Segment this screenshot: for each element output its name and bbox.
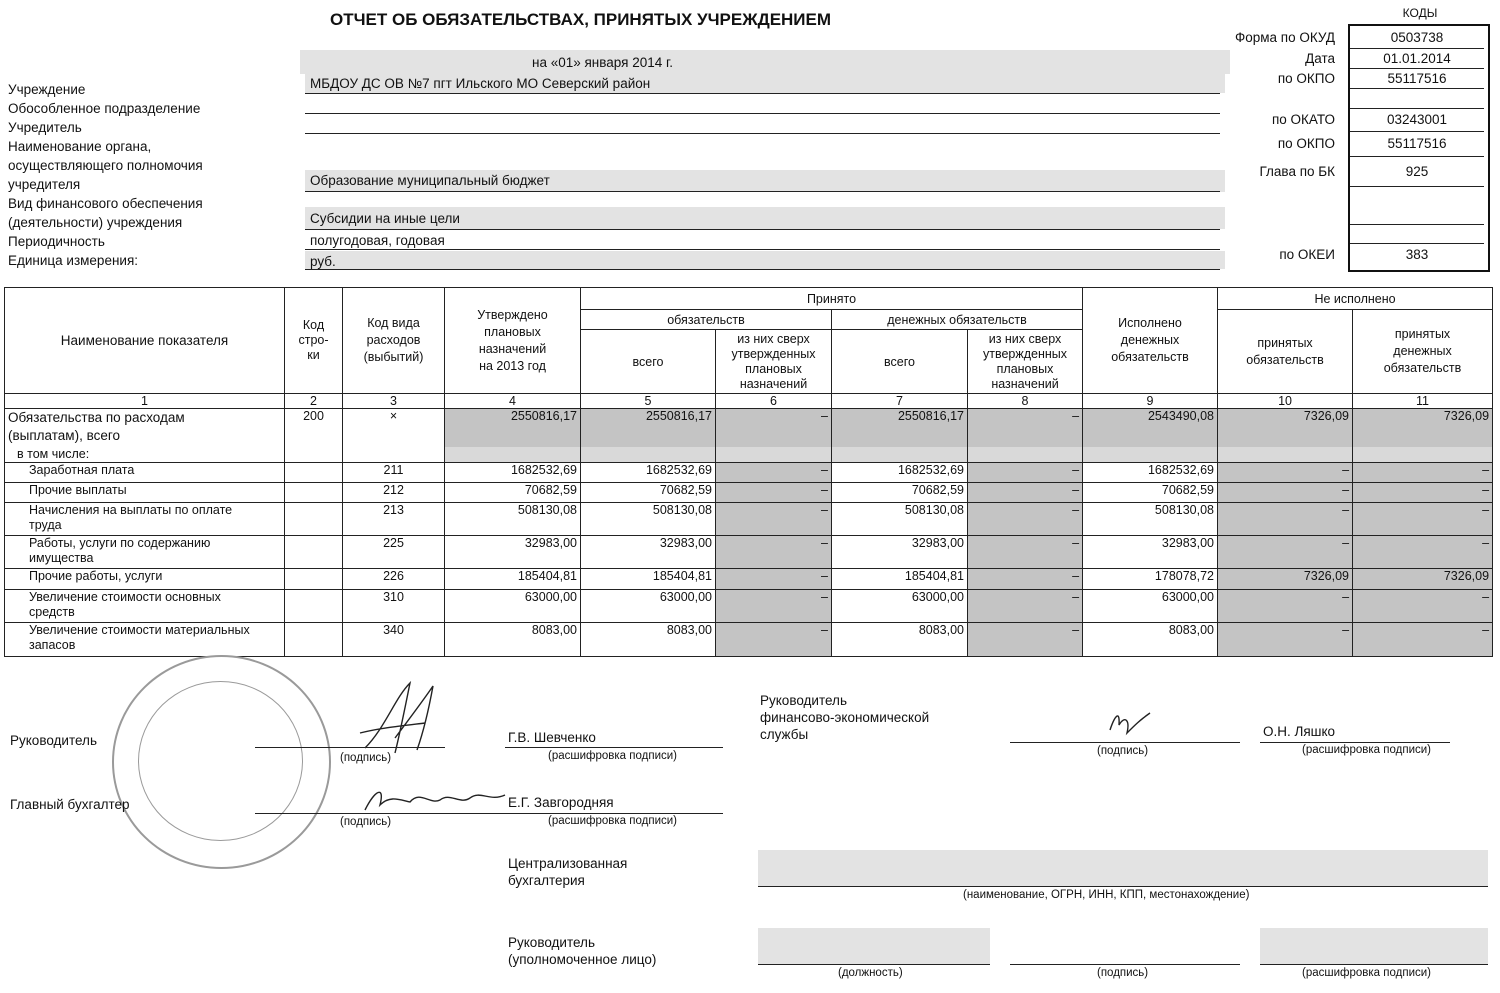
- cell-plan: 185404,81: [445, 569, 581, 590]
- fin-head-decode-caption: (расшифровка подписи): [1302, 744, 1431, 756]
- table-row: [5, 503, 1493, 536]
- col-number: 10: [1218, 394, 1353, 409]
- authority-label-3: учредителя: [8, 177, 81, 192]
- cell-obl-total: 70682,59: [581, 483, 716, 503]
- col-number: 7: [832, 394, 968, 409]
- cell-obl-over: –: [716, 463, 832, 483]
- cell-obl-over: –: [716, 409, 832, 447]
- code-label-okpo: по ОКПО: [1277, 71, 1335, 86]
- col-number: 2: [285, 394, 343, 409]
- cell-ne-money: –: [1353, 463, 1493, 483]
- head-label: Руководитель: [10, 733, 97, 748]
- cell-obl-total: 508130,08: [581, 503, 716, 536]
- official-stamp: [112, 655, 331, 869]
- cell-obl-total: 2550816,17: [581, 409, 716, 447]
- row-kvr: 340: [343, 623, 445, 657]
- cell-obl-total: 8083,00: [581, 623, 716, 657]
- col-number: 9: [1083, 394, 1218, 409]
- cell-plan: 70682,59: [445, 483, 581, 503]
- cell-plan: 8083,00: [445, 623, 581, 657]
- code-value-okato: 03243001: [1386, 112, 1448, 127]
- central-field: [758, 850, 1488, 886]
- head-signature: [355, 678, 445, 758]
- column-numbers-row: [5, 394, 1493, 409]
- row-kvr: 310: [343, 590, 445, 623]
- finance-label-1: Вид финансового обеспечения: [8, 196, 203, 211]
- th-obligations: обязательств: [581, 310, 832, 330]
- cell-obl-total: 63000,00: [581, 590, 716, 623]
- cell-obl-over: –: [716, 590, 832, 623]
- cell-ne-accepted: –: [1218, 623, 1353, 657]
- period-value: полугодовая, годовая: [310, 233, 445, 248]
- cell-ne-money: 7326,09: [1353, 569, 1493, 590]
- table-row: [5, 590, 1493, 623]
- cell-ne-accepted: –: [1218, 463, 1353, 483]
- auth-sign-caption: (подпись): [1097, 967, 1149, 979]
- cell-executed: 178078,72: [1083, 569, 1218, 590]
- fin-head-label: Руководитель финансово-экономической службы: [760, 693, 930, 742]
- code-value-okpo-2: 55117516: [1387, 136, 1447, 151]
- authority-value: Образование муниципальный бюджет: [310, 173, 550, 188]
- head-sign-caption: (подпись): [340, 752, 392, 764]
- cell-ne-accepted: –: [1218, 536, 1353, 569]
- col-number: 5: [581, 394, 716, 409]
- division-label: Обособленное подразделение: [8, 101, 201, 116]
- cell-ne-money: –: [1353, 503, 1493, 536]
- cell-money-over: –: [968, 536, 1083, 569]
- central-label: Централизованная бухгалтерия: [508, 856, 628, 888]
- cell-money-total: 1682532,69: [832, 463, 968, 483]
- cell-money-over: –: [968, 463, 1083, 483]
- accountant-label: Главный бухгалтер: [10, 797, 130, 812]
- cell-money-total: 185404,81: [832, 569, 968, 590]
- accountant-decode-caption: (расшифровка подписи): [548, 815, 677, 827]
- auth-decode-field: [1260, 928, 1488, 964]
- accountant-name: Е.Г. Завгородняя: [508, 795, 614, 810]
- head-name: Г.В. Шевченко: [508, 730, 596, 745]
- th-obl-over: из них сверх утвержденных плановых назначений: [716, 330, 832, 394]
- th-name: Наименование показателя: [5, 288, 285, 394]
- authority-label-1: Наименование органа,: [8, 139, 152, 154]
- code-label-okud: Форма по ОКУД: [1234, 30, 1335, 45]
- report-title: ОТЧЕТ ОБ ОБЯЗАТЕЛЬСТВАХ, ПРИНЯТЫХ УЧРЕЖДЕНИЕМ: [330, 10, 832, 29]
- col-number: 1: [5, 394, 285, 409]
- incl-row: [5, 447, 1493, 463]
- cell-plan: 1682532,69: [445, 463, 581, 483]
- code-label-date: Дата: [1305, 51, 1335, 66]
- row-kvr: 225: [343, 536, 445, 569]
- th-plan: Утверждено плановых назначений на 2013 год: [445, 288, 581, 394]
- fin-head-signature: [1105, 705, 1155, 740]
- cell-plan: 63000,00: [445, 590, 581, 623]
- row-name: Увеличение стоимости материальных запасов: [5, 623, 285, 657]
- th-obl-total: всего: [581, 330, 716, 394]
- col-number: 3: [343, 394, 445, 409]
- cell-plan: 2550816,17: [445, 409, 581, 447]
- table-row: [5, 483, 1493, 503]
- th-accepted: Принято: [581, 288, 1083, 310]
- unit-strip: [305, 251, 1225, 269]
- row-code: 200: [285, 409, 343, 447]
- position-caption: (должность): [838, 967, 903, 979]
- row-name: Прочие работы, услуги: [5, 569, 285, 590]
- th-money-total: всего: [832, 330, 968, 394]
- th-not-executed: Не исполнено: [1218, 288, 1493, 310]
- cell-obl-total: 32983,00: [581, 536, 716, 569]
- auth-decode-caption: (расшифровка подписи): [1302, 967, 1431, 979]
- accountant-sign-caption: (подпись): [340, 816, 392, 828]
- finance-value: Субсидии на иные цели: [310, 211, 460, 226]
- code-value-okpo: 55117516: [1387, 71, 1447, 86]
- cell-money-over: –: [968, 503, 1083, 536]
- code-value-okud: 0503738: [1390, 30, 1444, 45]
- cell-obl-over: –: [716, 483, 832, 503]
- code-label-okei: по ОКЕИ: [1279, 247, 1335, 262]
- row-name: Работы, услуги по содержанию имущества: [5, 536, 285, 569]
- row-kvr: 212: [343, 483, 445, 503]
- fin-head-name: О.Н. Ляшко: [1263, 724, 1336, 739]
- central-caption: (наименование, ОГРН, ИНН, КПП, местонахождение): [963, 889, 1250, 901]
- fin-head-sign-caption: (подпись): [1097, 745, 1149, 757]
- cell-money-total: 32983,00: [832, 536, 968, 569]
- cell-money-total: 8083,00: [832, 623, 968, 657]
- unit-label: Единица измерения:: [8, 253, 139, 268]
- th-money-obligations: денежных обязательств: [832, 310, 1083, 330]
- cell-plan: 508130,08: [445, 503, 581, 536]
- row-name: Обязательства по расходам (выплатам), всего: [5, 409, 285, 447]
- cell-ne-money: 7326,09: [1353, 409, 1493, 447]
- head-decode-caption: (расшифровка подписи): [548, 750, 677, 762]
- th-ne-money: принятых денежных обязательств: [1353, 310, 1493, 394]
- founder-label: Учредитель: [8, 120, 82, 135]
- cell-obl-over: –: [716, 623, 832, 657]
- cell-executed: 2543490,08: [1083, 409, 1218, 447]
- cell-obl-over: –: [716, 503, 832, 536]
- official-stamp-inner: [138, 681, 303, 841]
- cell-obl-total: 185404,81: [581, 569, 716, 590]
- cell-executed: 32983,00: [1083, 536, 1218, 569]
- th-money-over: из них сверх утвержденных плановых назначений: [968, 330, 1083, 394]
- table-row: [5, 463, 1493, 483]
- row-name: Начисления на выплаты по оплате труда: [5, 503, 285, 536]
- cell-executed: 508130,08: [1083, 503, 1218, 536]
- cell-money-over: –: [968, 409, 1083, 447]
- row-kvr: 213: [343, 503, 445, 536]
- code-label-bk: Глава по БК: [1259, 164, 1335, 179]
- col-number: 4: [445, 394, 581, 409]
- cell-ne-money: –: [1353, 590, 1493, 623]
- cell-ne-money: –: [1353, 536, 1493, 569]
- code-label-okpo-2: по ОКПО: [1277, 136, 1335, 151]
- code-value-okei: 383: [1405, 247, 1429, 262]
- cell-executed: 70682,59: [1083, 483, 1218, 503]
- position-field: [758, 928, 990, 964]
- cell-plan: 32983,00: [445, 536, 581, 569]
- col-number: 11: [1353, 394, 1493, 409]
- auth-label: Руководитель (уполномоченное лицо): [508, 935, 657, 967]
- cell-ne-accepted: –: [1218, 483, 1353, 503]
- codes-header: КОДЫ: [1402, 6, 1438, 20]
- incl-label: в том числе:: [5, 447, 285, 463]
- row-name: Прочие выплаты: [5, 483, 285, 503]
- row-kvr: 226: [343, 569, 445, 590]
- institution-value: МБДОУ ДС ОВ №7 пгт Ильского МО Северский район: [310, 76, 651, 91]
- date-line-background: [300, 50, 1230, 74]
- cell-money-over: –: [968, 483, 1083, 503]
- cell-ne-money: –: [1353, 623, 1493, 657]
- cell-obl-total: 1682532,69: [581, 463, 716, 483]
- cell-money-over: –: [968, 569, 1083, 590]
- table-row: [5, 569, 1493, 590]
- th-kvr: Код вида расходов (выбытий): [343, 288, 445, 394]
- cell-money-total: 2550816,17: [832, 409, 968, 447]
- cell-money-total: 70682,59: [832, 483, 968, 503]
- cell-executed: 8083,00: [1083, 623, 1218, 657]
- th-executed: Исполнено денежных обязательств: [1083, 288, 1218, 394]
- authority-label-2: осуществляющего полномочия: [8, 158, 203, 173]
- institution-label: Учреждение: [8, 82, 86, 97]
- report-date: на «01» января 2014 г.: [532, 55, 674, 70]
- cell-money-over: –: [968, 623, 1083, 657]
- obligations-table: [4, 287, 1493, 657]
- cell-executed: 63000,00: [1083, 590, 1218, 623]
- cell-money-total: 508130,08: [832, 503, 968, 536]
- code-value-bk: 925: [1405, 164, 1429, 179]
- code-value-date: 01.01.2014: [1383, 51, 1451, 66]
- period-label: Периодичность: [8, 234, 105, 249]
- row-name: Заработная плата: [5, 463, 285, 483]
- cell-obl-over: –: [716, 536, 832, 569]
- col-number: 6: [716, 394, 832, 409]
- row-kvr: ×: [343, 409, 445, 447]
- cell-ne-accepted: –: [1218, 590, 1353, 623]
- table-row-total: [5, 409, 1493, 447]
- cell-money-total: 63000,00: [832, 590, 968, 623]
- cell-ne-accepted: 7326,09: [1218, 409, 1353, 447]
- cell-money-over: –: [968, 590, 1083, 623]
- cell-obl-over: –: [716, 569, 832, 590]
- row-name: Увеличение стоимости основных средств: [5, 590, 285, 623]
- cell-ne-accepted: –: [1218, 503, 1353, 536]
- finance-label-2: (деятельности) учреждения: [8, 215, 183, 230]
- cell-ne-money: –: [1353, 483, 1493, 503]
- th-code: Код стро- ки: [285, 288, 343, 394]
- cell-executed: 1682532,69: [1083, 463, 1218, 483]
- table-row: [5, 536, 1493, 569]
- code-label-okato: по ОКАТО: [1271, 112, 1335, 127]
- col-number: 8: [968, 394, 1083, 409]
- table-row: [5, 623, 1493, 657]
- accountant-signature: [360, 780, 510, 820]
- unit-value: руб.: [310, 254, 336, 269]
- cell-ne-accepted: 7326,09: [1218, 569, 1353, 590]
- th-ne-accepted: принятых обязательств: [1218, 310, 1353, 394]
- info-labels: [8, 80, 203, 270]
- row-kvr: 211: [343, 463, 445, 483]
